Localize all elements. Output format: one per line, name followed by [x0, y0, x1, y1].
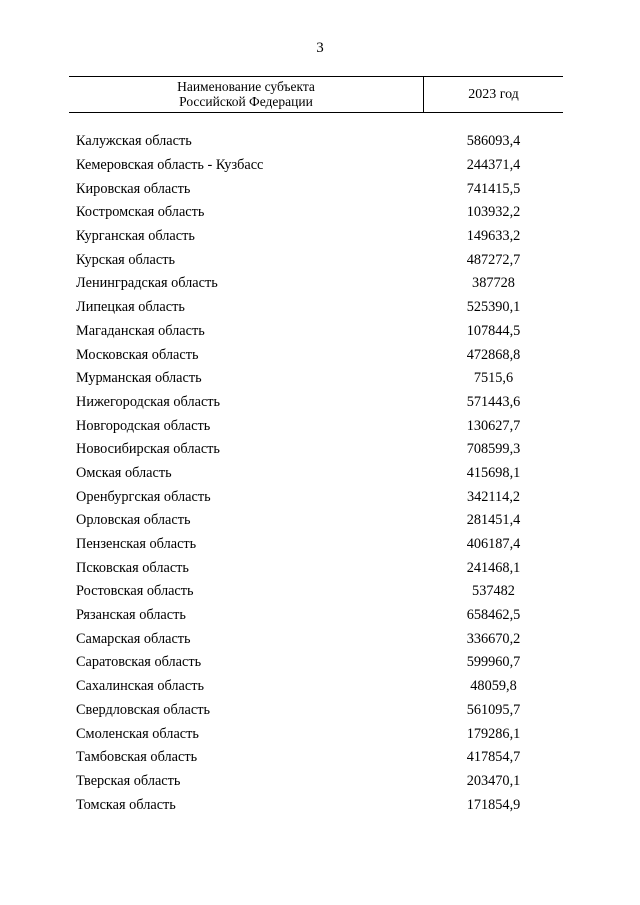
region-value: 417854,7	[466, 749, 521, 766]
region-name: Сахалинская область	[76, 678, 204, 695]
region-value: 571443,6	[466, 393, 521, 410]
region-value: 525390,1	[466, 299, 521, 316]
table-row	[69, 320, 563, 344]
region-name: Калужская область	[76, 133, 192, 150]
region-value: 537482	[472, 583, 515, 600]
region-name: Липецкая область	[76, 299, 185, 316]
page-number: 3	[316, 40, 324, 56]
region-value: 336670,2	[466, 630, 521, 647]
region-name: Псковская область	[76, 559, 189, 576]
region-name: Мурманская область	[76, 370, 202, 387]
table-row	[69, 225, 563, 249]
region-value: 244371,4	[466, 157, 521, 174]
region-value: 387728	[472, 275, 515, 292]
region-name: Костромская область	[76, 204, 205, 221]
table-row	[69, 485, 563, 509]
region-value: 406187,4	[466, 536, 521, 553]
region-name: Новосибирская область	[76, 441, 220, 458]
table-row	[69, 296, 563, 320]
region-value: 179286,1	[466, 725, 521, 742]
region-value: 658462,5	[466, 607, 521, 624]
header-subject-line1: Наименование субъекта	[177, 79, 315, 94]
data-table	[69, 76, 563, 817]
region-name: Тамбовская область	[76, 749, 198, 766]
region-name: Пензенская область	[76, 536, 197, 553]
table-row	[69, 509, 563, 533]
header-subject-line2: Российской Федерации	[179, 94, 313, 109]
region-value: 415698,1	[466, 464, 521, 481]
table-row	[69, 154, 563, 178]
region-name: Новгородская область	[76, 417, 211, 434]
region-name: Томская область	[76, 796, 176, 813]
region-name: Самарская область	[76, 630, 191, 647]
table-header	[69, 76, 563, 113]
region-name: Кировская область	[76, 180, 191, 197]
region-value: 241468,1	[466, 559, 521, 576]
region-value: 599960,7	[466, 654, 521, 671]
table-row	[69, 130, 563, 154]
table-row	[69, 248, 563, 272]
table-row	[69, 391, 563, 415]
table-row	[69, 462, 563, 486]
table-row	[69, 770, 563, 794]
region-value: 472868,8	[466, 346, 521, 363]
region-value: 103932,2	[466, 204, 521, 221]
region-name: Курская область	[76, 251, 175, 268]
table-row	[69, 627, 563, 651]
region-name: Оренбургская область	[76, 488, 211, 505]
region-name: Свердловская область	[76, 701, 210, 718]
region-value: 487272,7	[466, 251, 521, 268]
region-value: 7515,6	[473, 370, 514, 387]
table-body	[69, 130, 563, 817]
region-value: 48059,8	[470, 678, 517, 695]
table-row	[69, 722, 563, 746]
region-name: Ленинградская область	[76, 275, 218, 292]
region-name: Орловская область	[76, 512, 191, 529]
region-name: Тверская область	[76, 772, 181, 789]
region-name: Смоленская область	[76, 725, 199, 742]
region-value: 107844,5	[466, 322, 521, 339]
region-value: 342114,2	[466, 488, 521, 505]
region-name: Саратовская область	[76, 654, 202, 671]
region-name: Кемеровская область - Кузбасс	[76, 157, 264, 174]
region-name: Московская область	[76, 346, 199, 363]
header-year: 2023 год	[468, 87, 519, 102]
region-value: 203470,1	[466, 772, 521, 789]
region-value: 561095,7	[466, 701, 521, 718]
table-row	[69, 272, 563, 296]
table-row	[69, 651, 563, 675]
region-name: Курганская область	[76, 228, 195, 245]
table-row	[69, 793, 563, 817]
table-row	[69, 746, 563, 770]
table-row	[69, 201, 563, 225]
table-row	[69, 533, 563, 557]
region-value: 171854,9	[466, 796, 521, 813]
region-name: Нижегородская область	[76, 393, 221, 410]
region-value: 586093,4	[466, 133, 521, 150]
table-row	[69, 343, 563, 367]
table-row	[69, 675, 563, 699]
region-value: 708599,3	[466, 441, 521, 458]
region-value: 130627,7	[466, 417, 521, 434]
table-row	[69, 438, 563, 462]
table-row	[69, 580, 563, 604]
region-value: 149633,2	[466, 228, 521, 245]
region-value: 281451,4	[466, 512, 521, 529]
region-name: Омская область	[76, 464, 172, 481]
table-row	[69, 556, 563, 580]
region-name: Ростовская область	[76, 583, 194, 600]
table-row	[69, 414, 563, 438]
region-value: 741415,5	[466, 180, 521, 197]
table-row	[69, 699, 563, 723]
table-row	[69, 604, 563, 628]
table-row	[69, 367, 563, 391]
table-row	[69, 177, 563, 201]
header-subject-name	[69, 77, 424, 112]
region-name: Магаданская область	[76, 322, 205, 339]
region-name: Рязанская область	[76, 607, 186, 624]
